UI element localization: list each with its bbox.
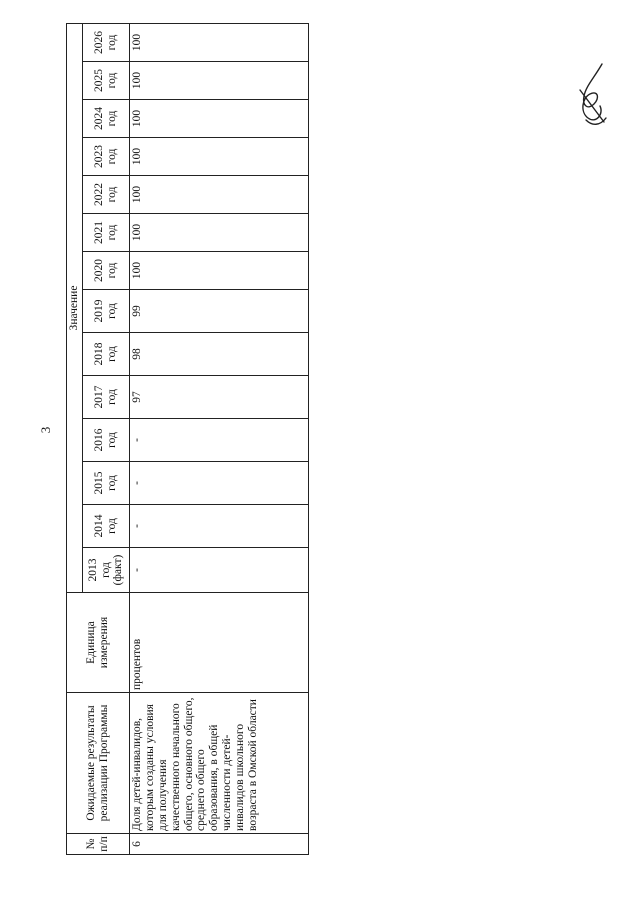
table-row — [130, 24, 309, 855]
year-header: 2019 год — [83, 290, 130, 333]
row-value: 100 — [130, 252, 309, 290]
row-value: 99 — [130, 290, 309, 333]
row-value: - — [130, 548, 309, 593]
page-number: 3 — [38, 426, 53, 434]
row-value: - — [130, 505, 309, 548]
row-value: 100 — [130, 176, 309, 214]
year-header: 2025 год — [83, 62, 130, 100]
row-value: 100 — [130, 214, 309, 252]
year-header: 2021 год — [83, 214, 130, 252]
year-header: 2023 год — [83, 138, 130, 176]
year-header: 2016 год — [83, 419, 130, 462]
row-result: Доля детей-инвалидов, которым созданы условия для получения качественного начального общего, основного общего, среднего общего образования, в общей численности детей-инвалидов школьного возраста в Омской области — [130, 693, 309, 834]
row-value: 100 — [130, 138, 309, 176]
year-header: 2015 год — [83, 462, 130, 505]
row-num: 6 — [130, 834, 309, 855]
row-value: - — [130, 462, 309, 505]
row-value: - — [130, 419, 309, 462]
year-header: 2017 год — [83, 376, 130, 419]
row-unit: процентов — [130, 593, 309, 693]
results-table-container — [66, 26, 306, 855]
year-header: 2018 год — [83, 333, 130, 376]
header-result: Ожидаемые результаты реализации Программы — [67, 693, 130, 834]
header-value: Значение — [67, 24, 83, 593]
results-table — [66, 23, 309, 855]
header-num: № п/п — [67, 834, 130, 855]
header-unit: Единица измерения — [67, 593, 130, 693]
year-header: 2026 год — [83, 24, 130, 62]
row-value: 97 — [130, 376, 309, 419]
row-value: 100 — [130, 24, 309, 62]
year-header: 2020 год — [83, 252, 130, 290]
year-header: 2024 год — [83, 100, 130, 138]
year-header: 2013 год (факт) — [83, 548, 130, 593]
year-header: 2014 год — [83, 505, 130, 548]
row-value: 100 — [130, 100, 309, 138]
row-value: 98 — [130, 333, 309, 376]
row-value: 100 — [130, 62, 309, 100]
year-header: 2022 год — [83, 176, 130, 214]
signature-icon — [574, 60, 610, 130]
